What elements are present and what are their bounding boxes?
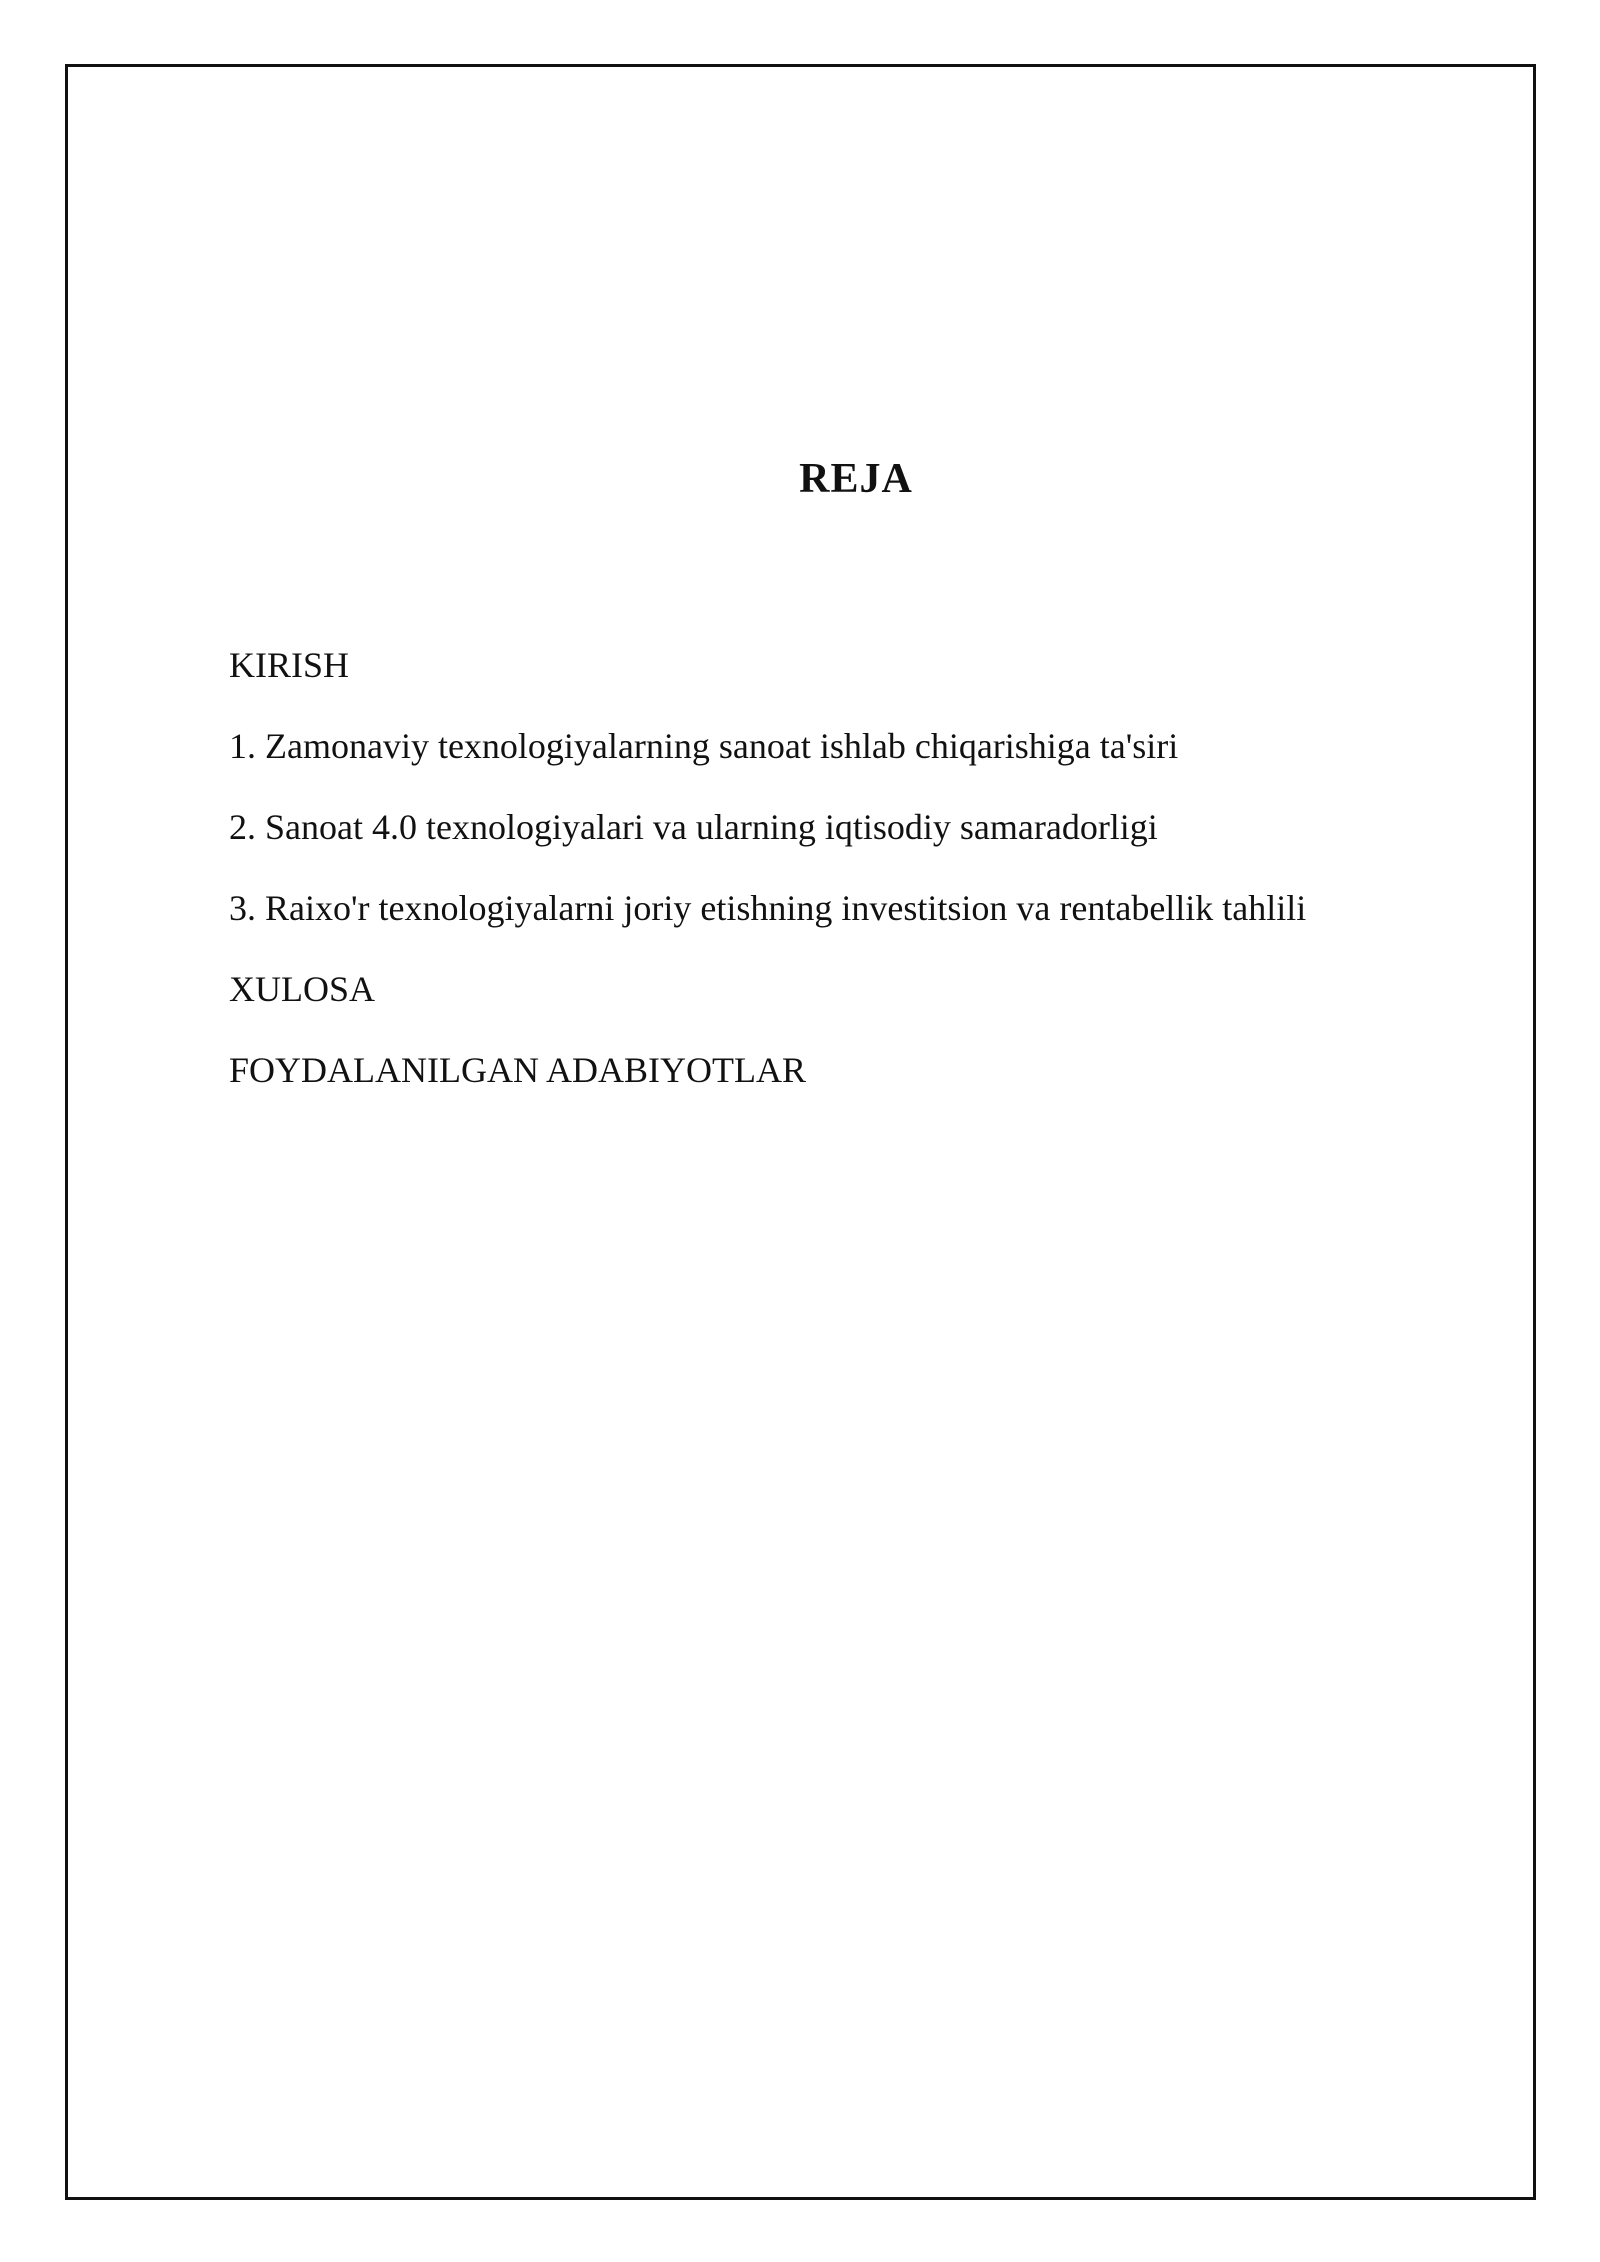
toc-item-chapter-2: 2. Sanoat 4.0 texnologiyalari va ularning iqtisodiy samaradorligi bbox=[229, 807, 1158, 847]
toc-item-introduction: KIRISH bbox=[229, 645, 350, 685]
toc-item-conclusion: XULOSA bbox=[229, 969, 376, 1009]
table-of-contents bbox=[229, 640, 1306, 1126]
page-border bbox=[65, 64, 1536, 2200]
toc-item-chapter-1: 1. Zamonaviy texnologiyalarning sanoat ishlab chiqarishiga ta'siri bbox=[229, 726, 1179, 766]
toc-item-references: FOYDALANILGAN ADABIYOTLAR bbox=[229, 1050, 806, 1090]
toc-item-chapter-3: 3. Raixo'r texnologiyalarni joriy etishning investitsion va rentabellik tahlili bbox=[229, 888, 1307, 928]
page-title: REJA bbox=[799, 456, 913, 502]
